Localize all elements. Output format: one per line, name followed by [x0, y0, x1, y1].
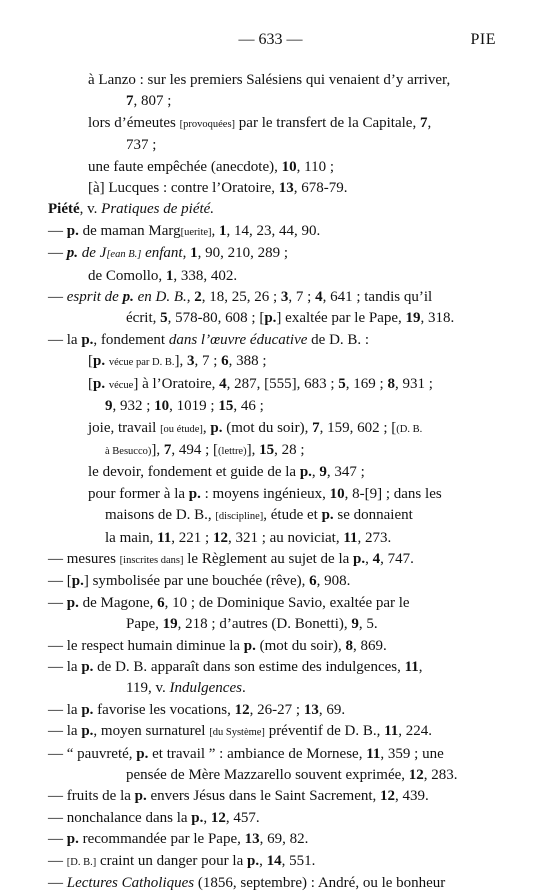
- index-line: — fruits de la p. envers Jésus dans le Saint Sacrement, 12, 439.: [48, 788, 429, 805]
- index-line: [à] Lucques : contre l’Oratoire, 13, 678-79.: [88, 180, 348, 197]
- index-line: la main, 11, 221 ; 12, 321 ; au noviciat, 11, 273.: [105, 529, 392, 546]
- index-line: pour former à la p. : moyens ingénieux, 10, 8-[9] ; dans les: [88, 485, 442, 502]
- page-number: — 633 —: [238, 31, 303, 48]
- index-line: — mesures [inscrites dans] le Règlement au sujet de la p., 4, 747.: [48, 550, 414, 567]
- index-line: pensée de Mère Mazzarello souvent exprimée, 12, 283.: [126, 767, 458, 783]
- index-line: — “ pauvreté, p. et travail ” : ambiance de Mornese, 11, 359 ; une: [48, 745, 444, 762]
- index-entries: [48, 70, 498, 894]
- index-line: joie, travail [ou étude], p. (mot du soir), 7, 159, 602 ; [(D. B.: [88, 419, 423, 436]
- index-line: — p. de Magone, 6, 10 ; de Dominique Savio, exaltée par le: [48, 594, 410, 611]
- index-line: à Besucco)], 7, 494 ; [(lettre)], 15, 28 ;: [105, 441, 305, 458]
- index-line: une faute empêchée (anecdote), 10, 110 ;: [88, 158, 335, 175]
- index-line: maisons de D. B., [discipline], étude et p. se donnaient: [105, 507, 413, 524]
- index-line: à Lanzo : sur les premiers Salésiens qui venaient d’y arriver,: [88, 72, 451, 88]
- running-head: PIE: [470, 31, 496, 48]
- index-line: 119, v. Indulgences.: [126, 680, 246, 697]
- index-line: — nonchalance dans la p., 12, 457.: [48, 809, 260, 826]
- index-line: — la p. de D. B. apparaît dans son estime des indulgences, 11,: [48, 658, 423, 675]
- index-line: — p. de J[ean B.] enfant, 1, 90, 210, 289 ;: [48, 245, 288, 262]
- index-line: 7, 807 ;: [126, 93, 172, 110]
- index-line: — la p., moyen surnaturel [du Système] préventif de D. B., 11, 224.: [48, 723, 433, 740]
- index-line: 737 ;: [126, 137, 157, 154]
- index-line: Piété, v. Pratiques de piété.: [48, 201, 215, 218]
- index-line: lors d’émeutes [provoquées] par le transfert de la Capitale, 7,: [88, 114, 432, 131]
- index-line: écrit, 5, 578-80, 608 ; [p.] exaltée par le Pape, 19, 318.: [126, 310, 455, 327]
- index-line: [p. vécue par D. B.], 3, 7 ; 6, 388 ;: [88, 353, 267, 370]
- index-line: — la p., fondement dans l’œuvre éducative de D. B. :: [48, 331, 370, 348]
- index-line: 9, 932 ; 10, 1019 ; 15, 46 ;: [105, 398, 264, 415]
- index-line: Pape, 19, 218 ; d’autres (D. Bonetti), 9, 5.: [126, 616, 378, 633]
- index-line: [p. vécue] à l’Oratoire, 4, 287, [555], 683 ; 5, 169 ; 8, 931 ;: [88, 375, 433, 392]
- index-line: — [D. B.] craint un danger pour la p., 14, 551.: [48, 852, 316, 869]
- index-line: — [p.] symbolisée par une bouchée (rêve), 6, 908.: [48, 573, 351, 590]
- index-line: — esprit de p. en D. B., 2, 18, 25, 26 ; 3, 7 ; 4, 641 ; tandis qu’il: [48, 289, 433, 306]
- index-line: — Lectures Catholiques (1856, septembre) : André, ou le bonheur: [48, 875, 446, 892]
- index-line: — la p. favorise les vocations, 12, 26-27 ; 13, 69.: [48, 701, 346, 718]
- index-line: — p. de maman Marg[uerite], 1, 14, 23, 44, 90.: [48, 222, 321, 239]
- index-line: — p. recommandée par le Pape, 13, 69, 82.: [48, 831, 309, 848]
- index-line: — le respect humain diminue la p. (mot du soir), 8, 869.: [48, 637, 387, 654]
- page-header: [0, 29, 541, 51]
- index-line: le devoir, fondement et guide de la p., 9, 347 ;: [88, 464, 365, 481]
- index-line: de Comollo, 1, 338, 402.: [88, 267, 238, 284]
